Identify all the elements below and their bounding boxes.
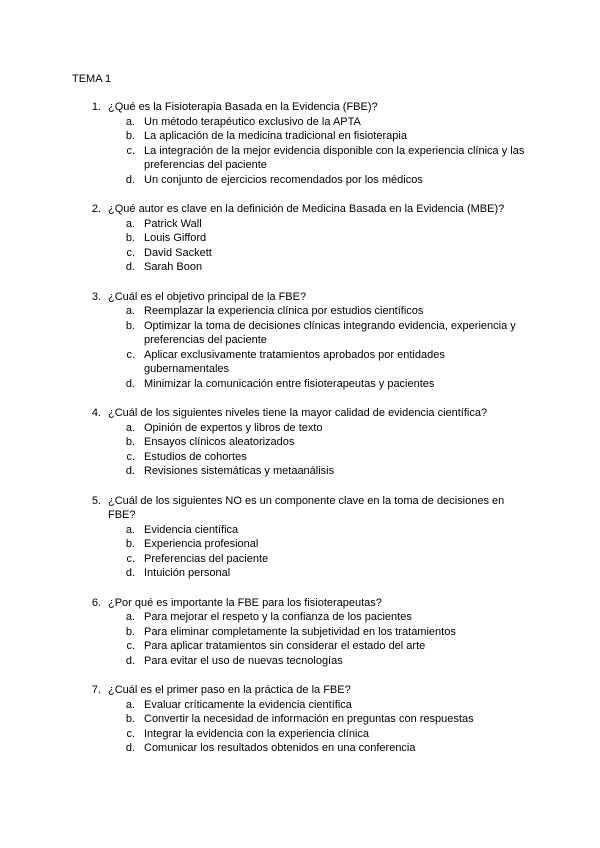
option-letter: a. [125, 698, 135, 711]
option-letter: b. [125, 319, 135, 332]
option-text: Convertir la necesidad de información en preguntas con respuestas [144, 713, 474, 725]
option-text: La integración de la mejor evidencia disponible con la experiencia clínica y las preferencias del paciente [144, 144, 525, 171]
answer-option-d [72, 464, 532, 479]
option-text: Minimizar la comunicación entre fisioterapeutas y pacientes [144, 377, 435, 390]
option-text: Comunicar los resultados obtenidos en una conferencia [144, 742, 416, 754]
answer-option-d [72, 377, 532, 392]
question-4 [72, 406, 532, 479]
question-number: 4. [91, 407, 101, 419]
option-letter: b. [125, 713, 135, 725]
option-text: Patrick Wall [144, 217, 202, 230]
option-letter: c. [126, 348, 135, 361]
question-list [72, 100, 532, 771]
option-letter: b. [125, 130, 135, 142]
answer-option-a [72, 421, 532, 436]
question-3 [72, 290, 532, 392]
option-letter: c. [126, 246, 135, 259]
option-text: Para eliminar completamente la subjetividad en los tratamientos [144, 625, 456, 638]
option-text: Reemplazar la experiencia clínica por estudios científicos [144, 305, 424, 317]
option-letter: a. [125, 523, 135, 536]
answer-option-b [72, 129, 532, 144]
option-text: Opinión de expertos y libros de texto [144, 421, 323, 434]
option-text: Estudios de cohortes [144, 450, 247, 463]
answer-option-c [72, 727, 532, 742]
option-text: Integrar la evidencia con la experiencia clínica [144, 727, 370, 740]
option-letter: d. [125, 261, 135, 273]
question-2 [72, 202, 532, 275]
option-letter: d. [125, 173, 135, 186]
option-letter: d. [125, 654, 135, 667]
question-1 [72, 100, 532, 187]
answer-options [72, 115, 532, 188]
option-letter: c. [126, 552, 135, 565]
option-letter: d. [125, 465, 135, 477]
option-letter: a. [125, 217, 135, 230]
option-text: Para mejorar el respeto y la confianza de los pacientes [144, 611, 412, 623]
answer-option-a [72, 698, 532, 713]
answer-option-b [72, 712, 532, 727]
answer-option-b [72, 435, 532, 450]
option-text: Louis Gifford [144, 232, 207, 244]
question-text: ¿Cuál de los siguientes niveles tiene la mayor calidad de evidencia científica? [108, 407, 488, 419]
answer-options [72, 304, 532, 391]
option-letter: c. [126, 727, 135, 740]
question-number: 5. [91, 494, 101, 507]
question-6 [72, 596, 532, 669]
question-text: ¿Cuál es el objetivo principal de la FBE? [108, 290, 307, 303]
option-text: Para aplicar tratamientos sin considerar el estado del arte [144, 640, 426, 652]
option-text: Sarah Boon [144, 261, 203, 273]
option-text: Un método terapéutico exclusivo de la APTA [144, 115, 361, 128]
page-title: TEMA 1 [72, 73, 112, 85]
question-text: ¿Cuál es el primer paso en la práctica de la FBE? [108, 684, 351, 696]
answer-options [72, 523, 532, 581]
answer-options [72, 421, 532, 479]
option-letter: c. [126, 640, 135, 652]
option-letter: a. [125, 305, 135, 317]
option-letter: b. [125, 625, 135, 638]
answer-options [72, 217, 532, 275]
answer-option-d [72, 173, 532, 188]
answer-option-d [72, 260, 532, 275]
option-text: Evaluar críticamente la evidencia científica [144, 698, 352, 711]
question-number: 7. [91, 684, 101, 696]
answer-option-c [72, 639, 532, 654]
question-number: 3. [91, 290, 101, 303]
option-text: Aplicar exclusivamente tratamientos aprobados por entidades gubernamentales [144, 348, 445, 375]
answer-option-b [72, 231, 532, 246]
answer-option-b [72, 625, 532, 640]
question-5 [72, 494, 532, 581]
answer-option-c [72, 552, 532, 567]
answer-option-c [72, 246, 532, 261]
answer-option-a [72, 217, 532, 232]
answer-option-d [72, 741, 532, 756]
answer-option-a [72, 304, 532, 319]
option-text: Intuición personal [144, 567, 231, 579]
question-number: 6. [91, 596, 101, 609]
option-text: David Sackett [144, 246, 212, 259]
answer-option-c [72, 144, 532, 173]
option-text: Experiencia profesional [144, 538, 259, 550]
answer-option-c [72, 450, 532, 465]
answer-option-d [72, 566, 532, 581]
answer-option-b [72, 319, 532, 348]
option-text: La aplicación de la medicina tradicional en fisioterapia [144, 130, 407, 142]
answer-options [72, 698, 532, 756]
option-letter: b. [125, 538, 135, 550]
option-letter: a. [125, 115, 135, 128]
option-text: Para evitar el uso de nuevas tecnologías [144, 654, 343, 667]
option-text: Revisiones sistemáticas y metaanálisis [144, 465, 335, 477]
option-text: Preferencias del paciente [144, 552, 269, 565]
question-text: ¿Qué es la Fisioterapia Basada en la Evidencia (FBE)? [108, 101, 378, 113]
option-letter: a. [125, 421, 135, 434]
question-text: ¿Cuál de los siguientes NO es un componente clave en la toma de decisiones en FBE? [108, 494, 505, 521]
option-text: Optimizar la toma de decisiones clínicas integrando evidencia, experiencia y preferencias del paciente [144, 319, 516, 346]
option-letter: d. [125, 567, 135, 579]
option-letter: b. [125, 232, 135, 244]
option-letter: c. [126, 144, 135, 157]
question-7 [72, 683, 532, 756]
question-number: 1. [91, 101, 101, 113]
question-text: ¿Por qué es importante la FBE para los fisioterapeutas? [108, 596, 382, 609]
question-text: ¿Qué autor es clave en la definición de Medicina Basada en la Evidencia (MBE)? [108, 203, 505, 215]
answer-option-c [72, 348, 532, 377]
question-number: 2. [91, 203, 101, 215]
answer-options [72, 610, 532, 668]
answer-option-d [72, 654, 532, 669]
option-text: Ensayos clínicos aleatorizados [144, 436, 295, 448]
option-text: Evidencia científica [144, 523, 239, 536]
answer-option-a [72, 115, 532, 130]
option-text: Un conjunto de ejercicios recomendados por los médicos [144, 173, 423, 186]
answer-option-b [72, 537, 532, 552]
answer-option-a [72, 610, 532, 625]
option-letter: a. [125, 611, 135, 623]
option-letter: d. [125, 377, 135, 390]
answer-option-a [72, 523, 532, 538]
option-letter: d. [125, 742, 135, 754]
option-letter: c. [126, 450, 135, 463]
option-letter: b. [125, 436, 135, 448]
